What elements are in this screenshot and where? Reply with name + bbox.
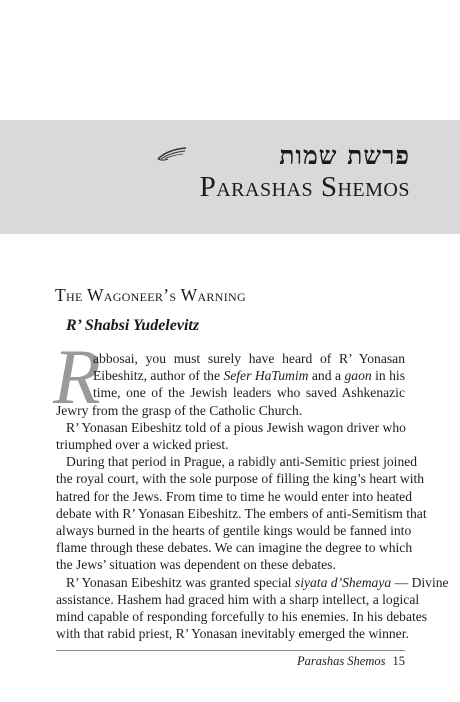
text-run: the royal court, with the sole purpose of filling the king’s heart with bbox=[56, 471, 425, 487]
english-chapter-title: Parashas Shemos bbox=[199, 171, 410, 203]
body-line bbox=[56, 470, 425, 487]
story-author: R’ Shabsi Yudelevitz bbox=[66, 317, 200, 334]
body-line bbox=[56, 522, 412, 539]
text-run: with that rabid priest, R’ Yonasan inevitably emerged the winner. bbox=[56, 626, 409, 642]
body-line bbox=[93, 367, 405, 384]
page-number: 15 bbox=[392, 654, 405, 669]
hebrew-chapter-title: פרשת שמות bbox=[279, 140, 410, 170]
story-title: The Wagoneer’s Warning bbox=[55, 285, 246, 305]
drop-cap: R bbox=[53, 333, 101, 420]
body-line bbox=[66, 419, 405, 436]
body-line bbox=[66, 574, 449, 591]
italic-run: siyata d’Shemaya bbox=[294, 574, 392, 590]
body-line bbox=[56, 556, 405, 573]
text-run: Eibeshitz, author of the bbox=[93, 368, 224, 384]
body-line bbox=[56, 488, 412, 505]
text-run: flame through these debates. We can imagine the degree to which bbox=[56, 540, 413, 556]
text-run: and a bbox=[308, 368, 345, 384]
text-run: mind capable of responding forcefully to his enemies. In his debates bbox=[56, 609, 428, 624]
text-run: the Jews’ situation was dependent on these debates. bbox=[56, 557, 336, 573]
body-line bbox=[56, 625, 409, 642]
text-run: time, one of the Jewish leaders who saved Ashkenazic bbox=[93, 385, 405, 401]
body-line bbox=[93, 384, 405, 401]
text-run: — Divine bbox=[391, 574, 449, 590]
text-run: R’ Yonasan Eibeshitz told of a pious Jewish wagon driver who bbox=[66, 419, 406, 435]
italic-run: Sefer HaTumim bbox=[223, 368, 309, 384]
text-run: abbosai, you must surely have heard of R’ Yonasan bbox=[93, 351, 405, 366]
text-run: always burned in the hearts of gentile kings would be fanned into bbox=[56, 523, 412, 538]
body-line bbox=[56, 591, 420, 608]
body-line bbox=[56, 436, 405, 453]
text-run: hatred for the Jews. From time to time he would enter into heated bbox=[56, 488, 412, 504]
body-line bbox=[56, 608, 428, 625]
hebrew-chapter-title-row bbox=[150, 138, 410, 172]
body-line bbox=[93, 350, 405, 367]
footer-label: Parashas Shemos bbox=[296, 654, 386, 669]
text-run: During that period in Prague, a rabidly anti-Semitic priest joined bbox=[66, 454, 418, 470]
italic-run: gaon bbox=[344, 368, 372, 384]
body-line bbox=[56, 505, 427, 522]
text-run: Jewry from the grasp of the Catholic Church. bbox=[56, 402, 303, 418]
body-line bbox=[56, 402, 405, 419]
text-run: R’ Yonasan Eibeshitz was granted special bbox=[66, 574, 295, 590]
text-run: in his bbox=[371, 368, 405, 384]
text-run: assistance. Hashem had graced him with a sharp intellect, a logical bbox=[56, 591, 420, 607]
text-run: debate with R’ Yonasan Eibeshitz. The embers of anti-Semitism that bbox=[56, 505, 427, 521]
running-footer bbox=[200, 654, 405, 669]
body-line bbox=[56, 539, 413, 556]
footer-rule bbox=[56, 650, 405, 651]
text-run: triumphed over a wicked priest. bbox=[56, 437, 229, 452]
body-line bbox=[66, 453, 418, 470]
